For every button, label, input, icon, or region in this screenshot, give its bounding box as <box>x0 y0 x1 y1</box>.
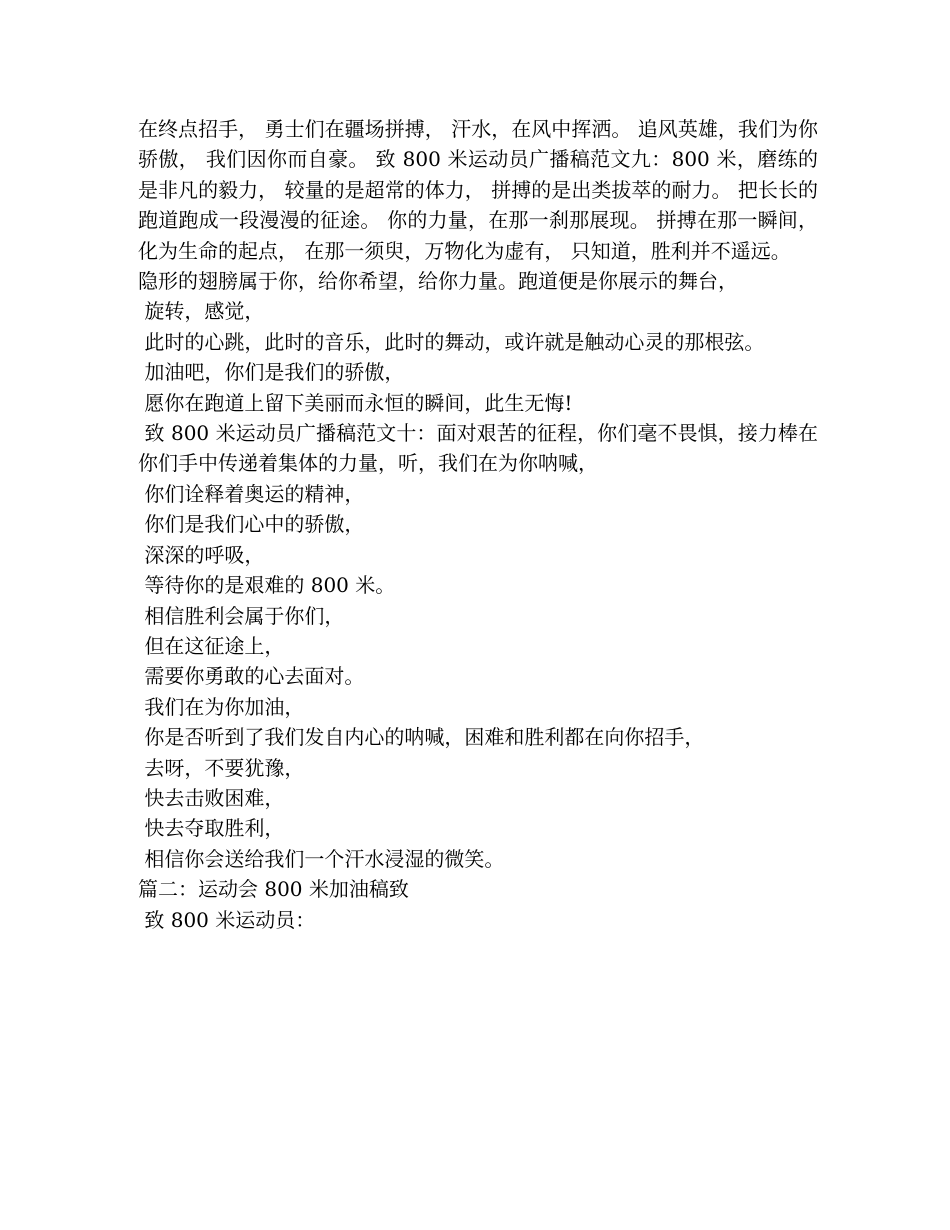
paragraph: 快去击败困难， <box>138 785 285 810</box>
paragraph: 愿你在跑道上留下美丽而永恒的瞬间，此生无悔! <box>138 390 573 415</box>
paragraph: 相信胜利会属于你们， <box>138 603 345 628</box>
paragraph: 相信你会送给我们一个汗水浸湿的微笑。 <box>138 846 505 871</box>
paragraph: 隐形的翅膀属于你，给你希望，给你力量。跑道便是你展示的舞台， <box>138 269 738 294</box>
paragraph: 你是否听到了我们发自内心的呐喊，困难和胜利都在向你招手， <box>138 725 705 750</box>
paragraph: 需要你勇敢的心去面对。 <box>138 664 365 689</box>
paragraph: 你们是我们心中的骄傲， <box>138 512 365 537</box>
paragraph: 去呀，不要犹豫， <box>138 755 305 780</box>
paragraph: 我们在为你加油， <box>138 694 305 719</box>
section-heading: 篇二：运动会 800 米加油稿致 <box>138 877 409 902</box>
paragraph: 快去夺取胜利， <box>138 816 285 841</box>
paragraph: 加油吧，你们是我们的骄傲， <box>138 360 405 385</box>
document-body <box>138 114 818 935</box>
paragraph: 你们诠释着奥运的精神， <box>138 481 365 506</box>
paragraph: 旋转，感觉， <box>138 299 265 324</box>
paragraph: 深深的呼吸， <box>138 542 265 567</box>
paragraph: 但在这征途上， <box>138 633 285 658</box>
paragraph: 在终点招手， 勇士们在疆场拼搏， 汗水，在风中挥洒。 追风英雄，我们为你骄傲， 我们因你而自豪。 致 800 米运动员广播稿范文九：800 米，磨练的是非凡的毅力， 较量的是超常的体力， 拼搏的是出类拔萃的耐力。 把长长的跑道跑成一段漫漫的征途。 你的力量，在那一刹那展现。 拼搏在那一瞬间，化为生命的起点， 在那一须臾，万物化为虚有， 只知道，胜利并不遥远。 <box>138 117 818 263</box>
paragraph: 此时的心跳，此时的音乐，此时的舞动，或许就是触动心灵的那根弦。 <box>138 329 765 354</box>
paragraph: 等待你的是艰难的 800 米。 <box>138 573 396 598</box>
paragraph: 致 800 米运动员广播稿范文十：面对艰苦的征程，你们毫不畏惧，接力棒在你们手中传递着集体的力量，听，我们在为你呐喊， <box>138 421 819 476</box>
paragraph: 致 800 米运动员： <box>138 907 316 932</box>
